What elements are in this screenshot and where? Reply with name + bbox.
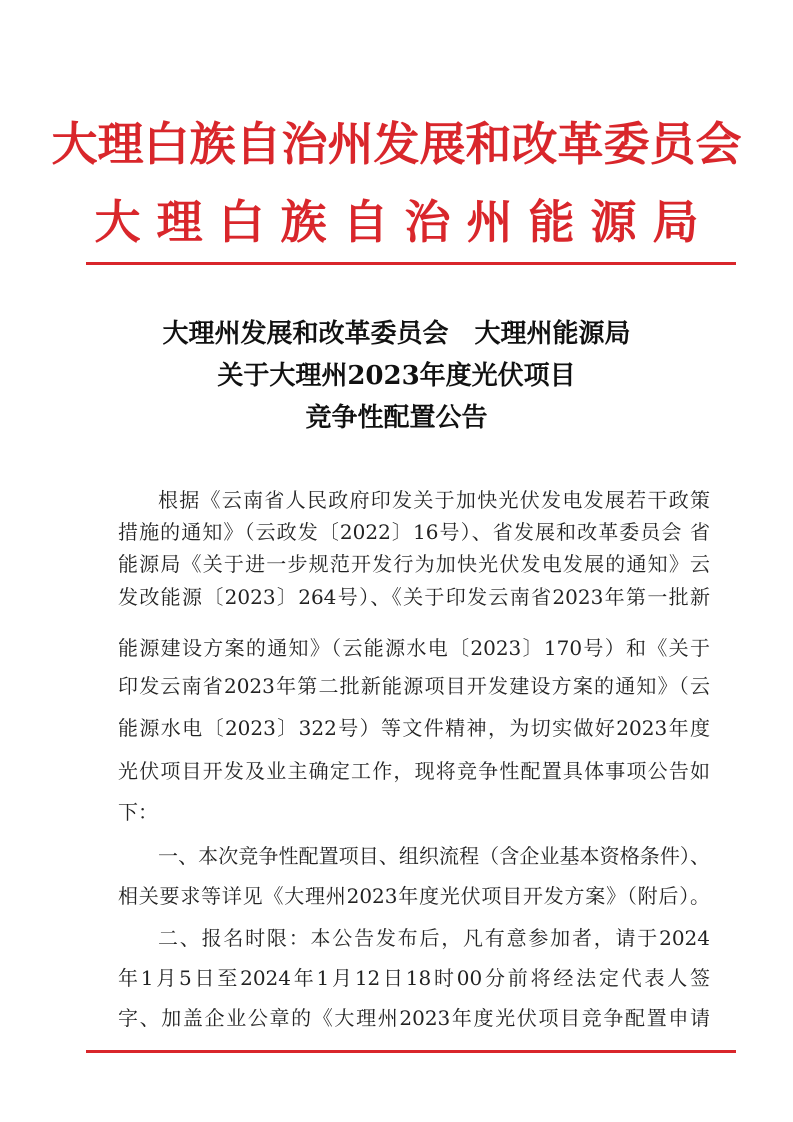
body-paragraph-line: 年1月5日至2024年1月12日18时00分前将经法定代表人签: [118, 966, 710, 990]
red-header-rule: [86, 262, 736, 265]
body-paragraph-line: 发改能源〔2023〕264号）、《关于印发云南省2023年第一批新: [118, 585, 710, 609]
body-paragraph-line: 相关要求等详见《大理州2023年度光伏项目开发方案》（附后）。: [118, 884, 710, 908]
body-paragraph-line: 印发云南省2023年第二批新能源项目开发建设方案的通知》（云: [118, 674, 710, 698]
body-paragraph-line: 一、本次竞争性配置项目、组织流程（含企业基本资格条件）、: [158, 844, 710, 868]
document-title-line-2: 关于大理州2023年度光伏项目: [217, 361, 576, 391]
body-paragraph-line: 根据《云南省人民政府印发关于加快光伏发电发展若干政策: [158, 488, 710, 512]
body-paragraph-line: 字、加盖企业公章的《大理州2023年度光伏项目竞争配置申请: [118, 1006, 710, 1030]
body-paragraph-line: 措施的通知》（云政发〔2022〕16号）、省发展和改革委员会 省: [118, 520, 710, 544]
red-footer-rule: [86, 1050, 736, 1053]
document-title-line-1: 大理州发展和改革委员会 大理州能源局: [162, 319, 631, 349]
issuing-authority-line-2: 大理白族自治州能源局: [94, 195, 715, 249]
document-title-line-3: 竞争性配置公告: [305, 403, 488, 433]
body-paragraph-line: 二、报名时限：本公告发布后，凡有意参加者，请于2024: [158, 926, 710, 950]
body-paragraph-line: 能源局《关于进一步规范开发行为加快光伏发电发展的通知》云: [118, 552, 710, 576]
body-paragraph-line: 下：: [118, 800, 158, 824]
body-paragraph-line: 能源建设方案的通知》（云能源水电〔2023〕170号）和《关于: [118, 636, 710, 660]
body-paragraph-line: 光伏项目开发及业主确定工作，现将竞争性配置具体事项公告如: [118, 759, 710, 783]
body-paragraph-line: 能源水电〔2023〕322号）等文件精神，为切实做好2023年度: [118, 716, 710, 740]
issuing-authority-line-1: 大理白族自治州发展和改革委员会: [51, 117, 742, 171]
